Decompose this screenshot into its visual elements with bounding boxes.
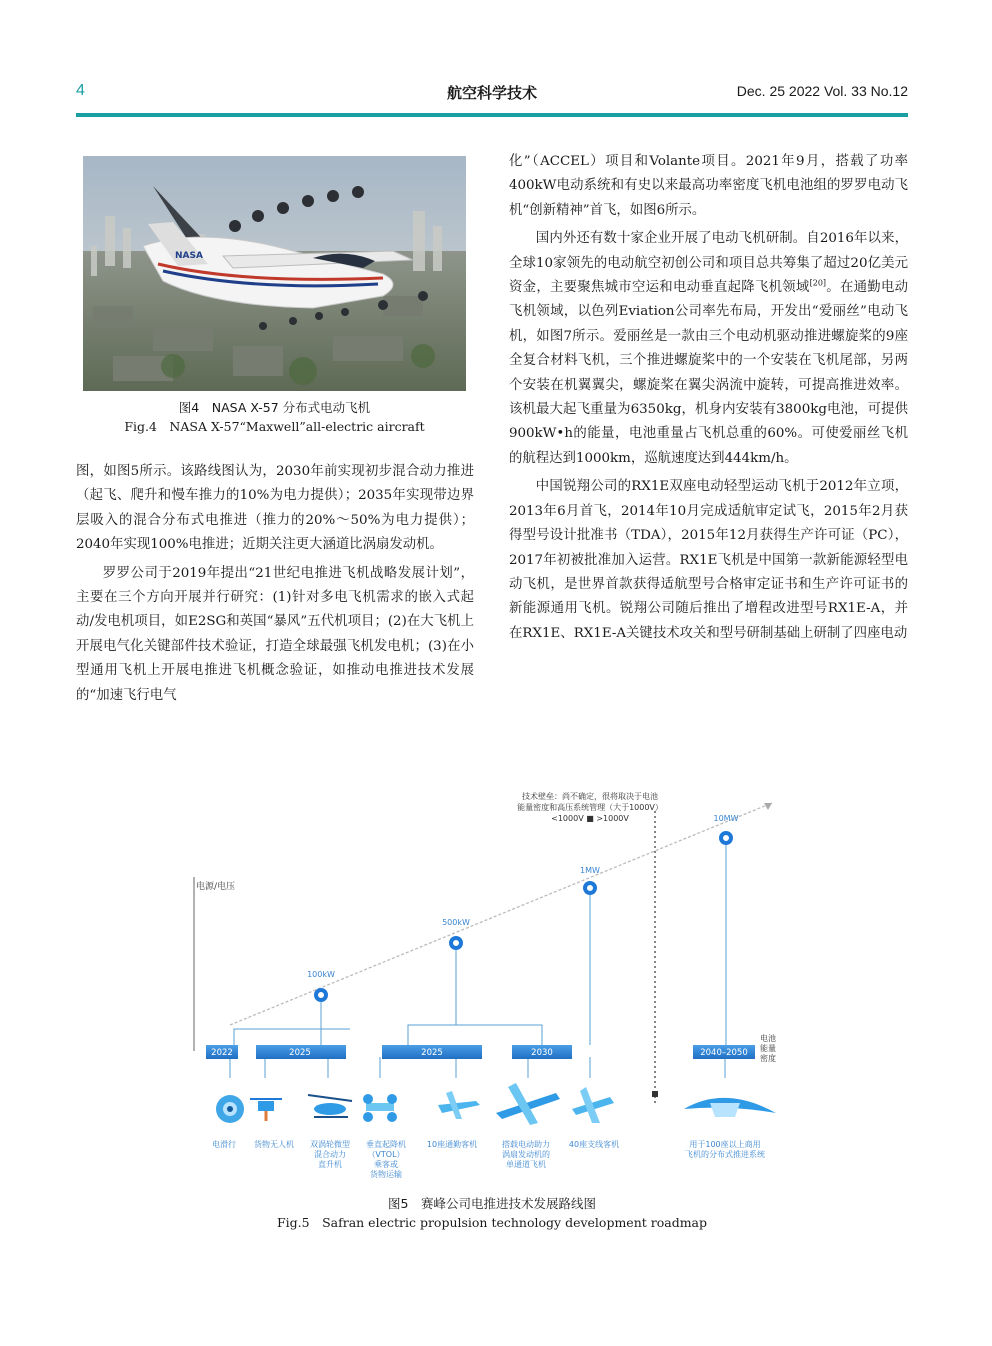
milestone-marker [721,833,731,843]
page-number: 4 [76,82,85,99]
single-aisle-aircraft-icon [496,1083,560,1125]
paragraph: 罗罗公司于2019年提出“21世纪电推进飞机战略发展计划”，主要在三个方向开展并行研究：(1)针对多电飞机需求的嵌入式起动/发电机项目，如E2SG和英国“暴风”五代机项目；(2)在大飞机上开展电气化关键部件技术验证，打造全球最强飞机发电机；(3)在小型通用飞机上开展电推进飞机概念验证，如推动电推进技术发展的“加速飞行电气 [76,565,474,703]
application-label: （VTOL） [367,1150,405,1159]
barrier-note: <1000V ■ >1000V [551,814,629,823]
paragraph [509,227,908,471]
application-label: 电滑行 [212,1140,236,1149]
application-label: 货物运输 [370,1170,402,1179]
year-label: 2025 [289,1048,311,1058]
figure-4-caption-en: Fig.4 NASA X-57“Maxwell”all-electric aircraft [124,419,425,434]
paragraph-text: 国内外还有数十家企业开展了电动飞机研制。自2016年以来，全球10家领先的电动航空初创公司和项目总共筹集了超过20亿美元资金，主要聚焦城市空运和电动垂直起降飞机领域 [509,231,908,296]
regional-aircraft-icon [572,1087,614,1123]
application-label: 40座支线客机 [568,1140,620,1149]
application-label: 用于100座以上商用 [689,1140,761,1149]
application-label: 搭载电动助力 [502,1140,550,1149]
milestone-label: 100kW [307,970,335,979]
year-label: 2030 [531,1048,553,1058]
milestone-label: 10MW [713,814,739,823]
milestone-markers [316,833,731,1000]
barrier-note: 技术壁垒：尚不确定，很将取决于电池 [522,792,658,801]
figure-5-diagram [190,783,794,1193]
citation: [20] [809,278,827,288]
left-column [76,460,474,708]
figure-5-caption-en: Fig.5 Safran electric propulsion technology development roadmap [276,1215,708,1230]
electric-taxi-icon [216,1095,244,1123]
trend-line [230,803,772,1025]
application-label: 乘客或 [374,1160,398,1169]
figure-4-image [83,156,466,391]
figure-4-caption-cn: 图4 NASA X-57 分布式电动飞机 [178,400,371,415]
roadmap-svg [190,783,794,1193]
application-label: 直升机 [318,1160,342,1169]
application-label: 涡扇发动机的 [502,1150,550,1159]
application-label: 单通道飞机 [506,1160,546,1169]
helicopter-icon [308,1095,352,1117]
right-column [509,150,908,646]
y-axis-label: 电源/电压 [196,882,236,892]
milestone-label: 500kW [442,918,470,927]
page-header [76,80,908,106]
milestone-marker [451,938,461,948]
journal-title: 航空科学技术 [446,84,537,102]
cargo-drone-icon [250,1099,282,1121]
figure-5-caption-cn: 图5 赛峰公司电推进技术发展路线图 [388,1196,596,1211]
milestone-label: 1MW [580,866,600,875]
application-label: 10座通勤客机 [426,1140,478,1149]
figure-4-caption [83,398,466,436]
paragraph: 中国锐翔公司的RX1E双座电动轻型运动飞机于2012年立项，2013年6月首飞，2014年10月完成适航审定试飞，2015年2月获得型号设计批准书（TDA），2015年12月获得生产许可证（PC），2017年初被批准加入运营。RX1E飞机是中国第一款新能源轻型电动飞机，是世界首款获得适航型号合格审定证书和生产许可证书的新能源通用飞机。锐翔公司随后推出了增程改进型号RX1E-A，并在RX1E、RX1E-A关键技术攻关和型号研制基础上研制了四座电动 [509,479,908,641]
year-label: 2022 [211,1048,233,1058]
commuter-aircraft-icon [438,1091,480,1119]
x57-aircraft-photo [83,156,466,391]
svg-text:NASA: NASA [175,251,203,261]
issue-info: Dec. 25 2022 Vol. 33 No.12 [736,83,908,99]
year-label: 2040–2050 [700,1048,748,1058]
milestone-marker [585,883,595,893]
blended-wing-aircraft-icon [684,1098,776,1117]
right-axis-label: 密度 [760,1054,776,1063]
header-rule [76,113,908,117]
right-axis-label: 电池 [760,1034,776,1043]
application-label: 货物无人机 [254,1140,294,1149]
right-axis-label: 能量 [760,1044,776,1053]
barrier-note: 能量密度和高压系统管理（大于1000V） [517,803,663,812]
trend-arrow [764,803,772,810]
paragraph: 化”（ACCEL）项目和Volante项目。2021年9月，搭载了功率400kW电动系统和有史以来最高功率密度飞机电池组的罗罗电动飞机“创新精神”首飞，如图6所示。 [509,154,908,218]
year-label: 2025 [421,1048,443,1058]
application-label: 混合动力 [314,1150,346,1159]
application-label: 双涡轮微型 [310,1140,350,1149]
milestone-marker [316,990,326,1000]
application-label: 飞机的分布式推进系统 [685,1150,765,1159]
application-label: 垂直起降机 [366,1140,406,1149]
paragraph-text: 。在通勤电动飞机领域，以色列Eviation公司率先布局，开发出“爱丽丝”电动飞机，如图7所示。爱丽丝是一款由三个电动机驱动推进螺旋桨的9座全复合材料飞机，三个推进螺旋桨中的一个安装在飞机尾部，另两个安装在机翼翼尖，螺旋桨在翼尖涡流中旋转，可提高推进效率。该机最大起飞重量为6350kg，机身内安装有3800kg电池，可提供900kW•h的能量，电池重量占飞机总重的60%。可使爱丽丝飞机的航程达到1000km，巡航速度达到444km/h。 [509,280,909,466]
figure-5-caption [190,1194,794,1232]
paragraph: 图，如图5所示。该路线图认为，2030年前实现初步混合动力推进（起飞、爬升和慢车推力的10%为电力提供）；2035年实现带边界层吸入的混合分布式电推进（推力的20%～50%为电力提供）；2040年实现100%电推进；近期关注更大涵道比涡扇发动机。 [76,464,474,553]
barrier-marker [652,1091,658,1097]
application-icons [216,1083,776,1125]
vtol-icon [363,1094,397,1122]
